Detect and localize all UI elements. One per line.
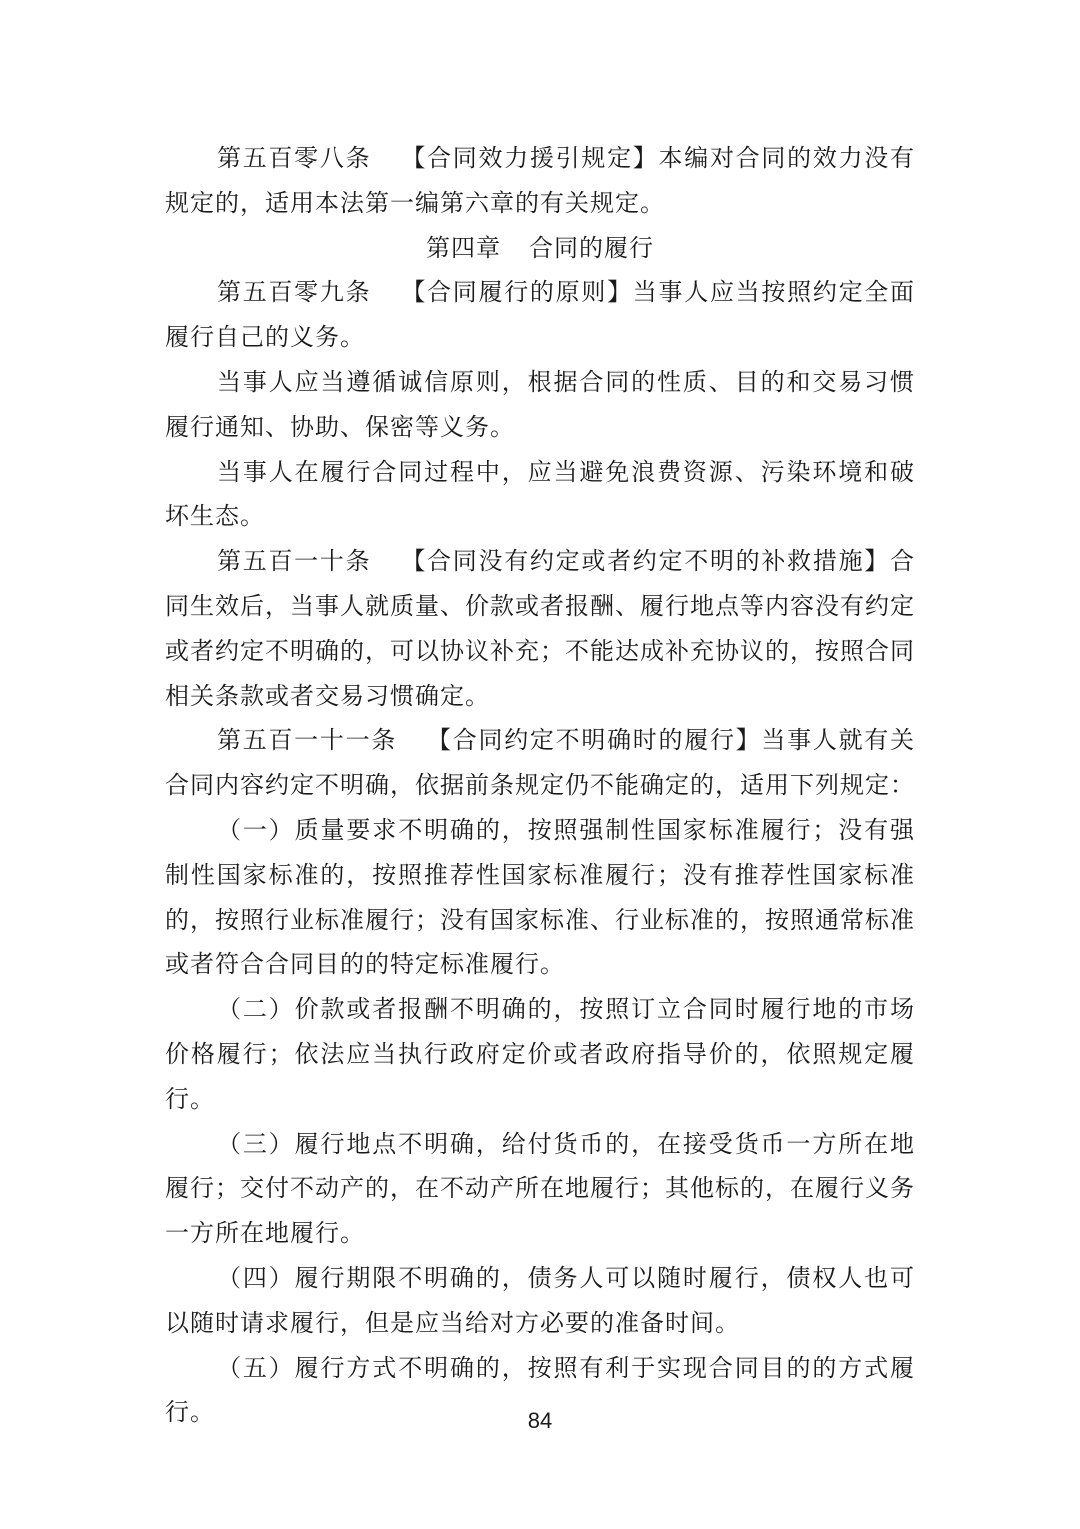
article-511-item-4: （四）履行期限不明确的，债务人可以随时履行，债权人也可以随时请求履行，但是应当给对方必要的准备时间。 <box>165 1263 915 1337</box>
article-509 <box>165 270 915 360</box>
chapter-number: 第四章 <box>426 233 501 262</box>
article-text: 【合同没有约定或者约定不明的补救措施】合同生效后，当事人就质量、价款或者报酬、履行地点等内容没有约定或者约定不明确的，可以协议补充；不能达成补充协议的，按照合同相关条款或者交易习惯确定。 <box>165 547 916 710</box>
article-511-item-5: （五）履行方式不明确的，按照有利于实现合同目的的方式履行。 <box>165 1353 915 1427</box>
article-510 <box>165 539 915 718</box>
article-511-item-1: （一）质量要求不明确的，按照强制性国家标准履行；没有强制性国家标准的，按照推荐性国家标准履行；没有推荐性国家标准的，按照行业标准履行；没有国家标准、行业标准的，按照通常标准或者符合合同目的的特定标准履行。 <box>165 815 915 979</box>
article-509-paragraph-2: 当事人应当遵循诚信原则，根据合同的性质、目的和交易习惯履行通知、协助、保密等义务。 <box>165 367 915 441</box>
article-511-item-3: （三）履行地点不明确，给付货币的，在接受货币一方所在地履行；交付不动产的，在不动产所在地履行；其他标的，在履行义务一方所在地履行。 <box>165 1129 915 1248</box>
article-509-paragraph-3: 当事人在履行合同过程中，应当避免浪费资源、污染环境和破坏生态。 <box>165 457 915 531</box>
article-text: 【合同履行的原则】当事人应当按照约定全面履行自己的义务。 <box>165 278 916 352</box>
article-511-item-2: （二）价款或者报酬不明确的，按照订立合同时履行地的市场价格履行；依法应当执行政府定价或者政府指导价的，依照规定履行。 <box>165 995 915 1113</box>
article-text: 【合同效力援引规定】本编对合同的效力没有规定的，适用本法第一编第六章的有关规定。 <box>165 144 916 217</box>
article-text: 【合同约定不明确时的履行】当事人就有关合同内容约定不明确，依据前条规定仍不能确定的，适用下列规定： <box>165 726 916 800</box>
page-number: 84 <box>527 1408 553 1433</box>
article-number: 第五百零八条 <box>217 144 372 172</box>
chapter-heading <box>165 226 915 271</box>
article-511 <box>165 718 915 808</box>
article-number: 第五百一十条 <box>217 547 372 576</box>
article-508 <box>165 136 915 226</box>
body-text <box>165 136 915 1435</box>
chapter-title: 合同的履行 <box>529 233 654 262</box>
article-number: 第五百零九条 <box>217 278 372 307</box>
article-number: 第五百一十一条 <box>217 726 398 755</box>
